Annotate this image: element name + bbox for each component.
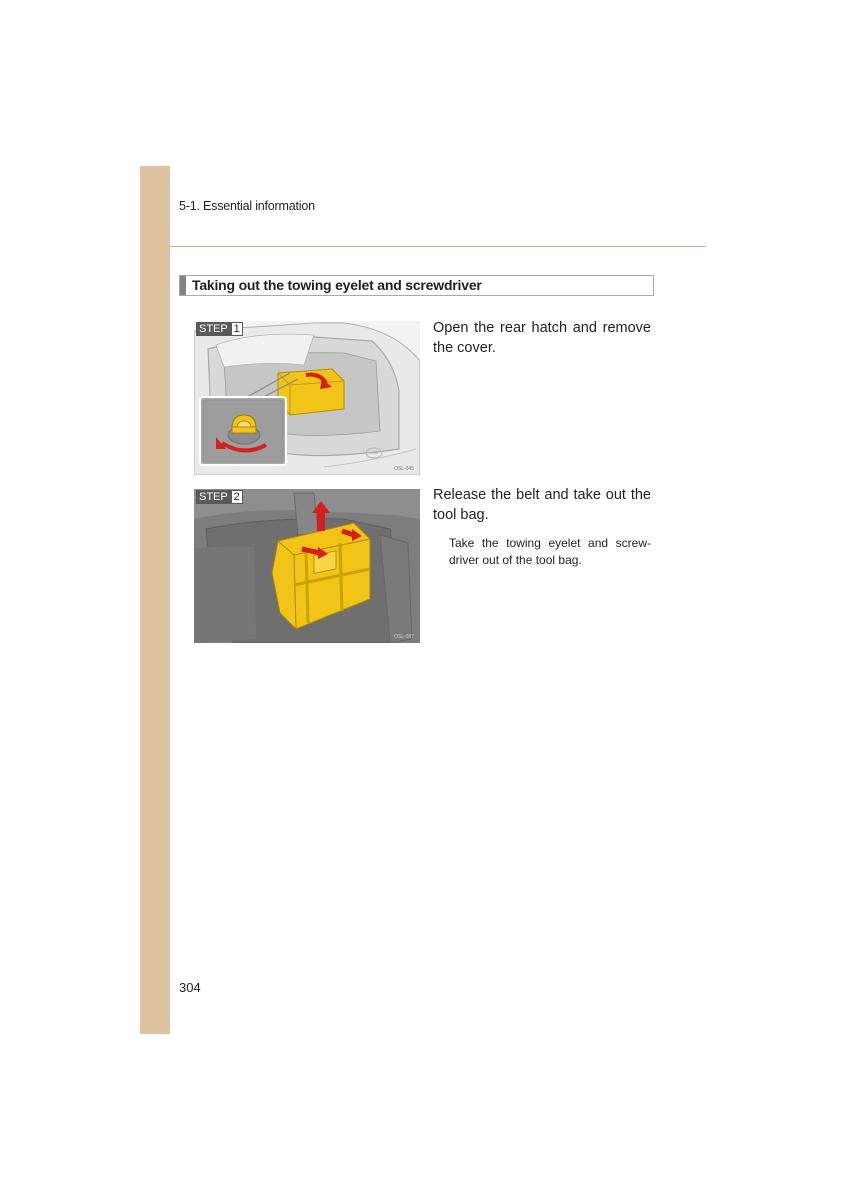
- header-rule: [170, 246, 706, 247]
- figure-code: OSL-045: [393, 466, 414, 472]
- side-band: [140, 166, 170, 1034]
- title-marker: [180, 276, 186, 295]
- step-1-text: Open the rear hatch and remove the cover.: [433, 320, 651, 356]
- step-badge: [196, 490, 243, 504]
- step-2-note: Take the towing eyelet and screw-driver out of the tool bag.: [449, 536, 651, 567]
- step-number: 1: [231, 322, 243, 336]
- step-label: STEP: [196, 322, 231, 336]
- rear-hatch-drawing: [194, 321, 420, 475]
- figure-code: OSL-087: [393, 634, 414, 640]
- section-title: Taking out the towing eyelet and screwdriver: [192, 277, 482, 293]
- step-2-illustration: [194, 489, 420, 643]
- step-1-illustration: [194, 321, 420, 475]
- tool-bag-drawing: [194, 489, 420, 643]
- page-number: 304: [179, 980, 201, 995]
- section-header: 5-1. Essential information: [179, 199, 315, 213]
- step-badge: [196, 322, 243, 336]
- step-number: 2: [231, 490, 243, 504]
- section-title-box: [179, 275, 654, 296]
- step-label: STEP: [196, 490, 231, 504]
- step-2-text: Release the belt and take out the tool bag.: [433, 487, 651, 523]
